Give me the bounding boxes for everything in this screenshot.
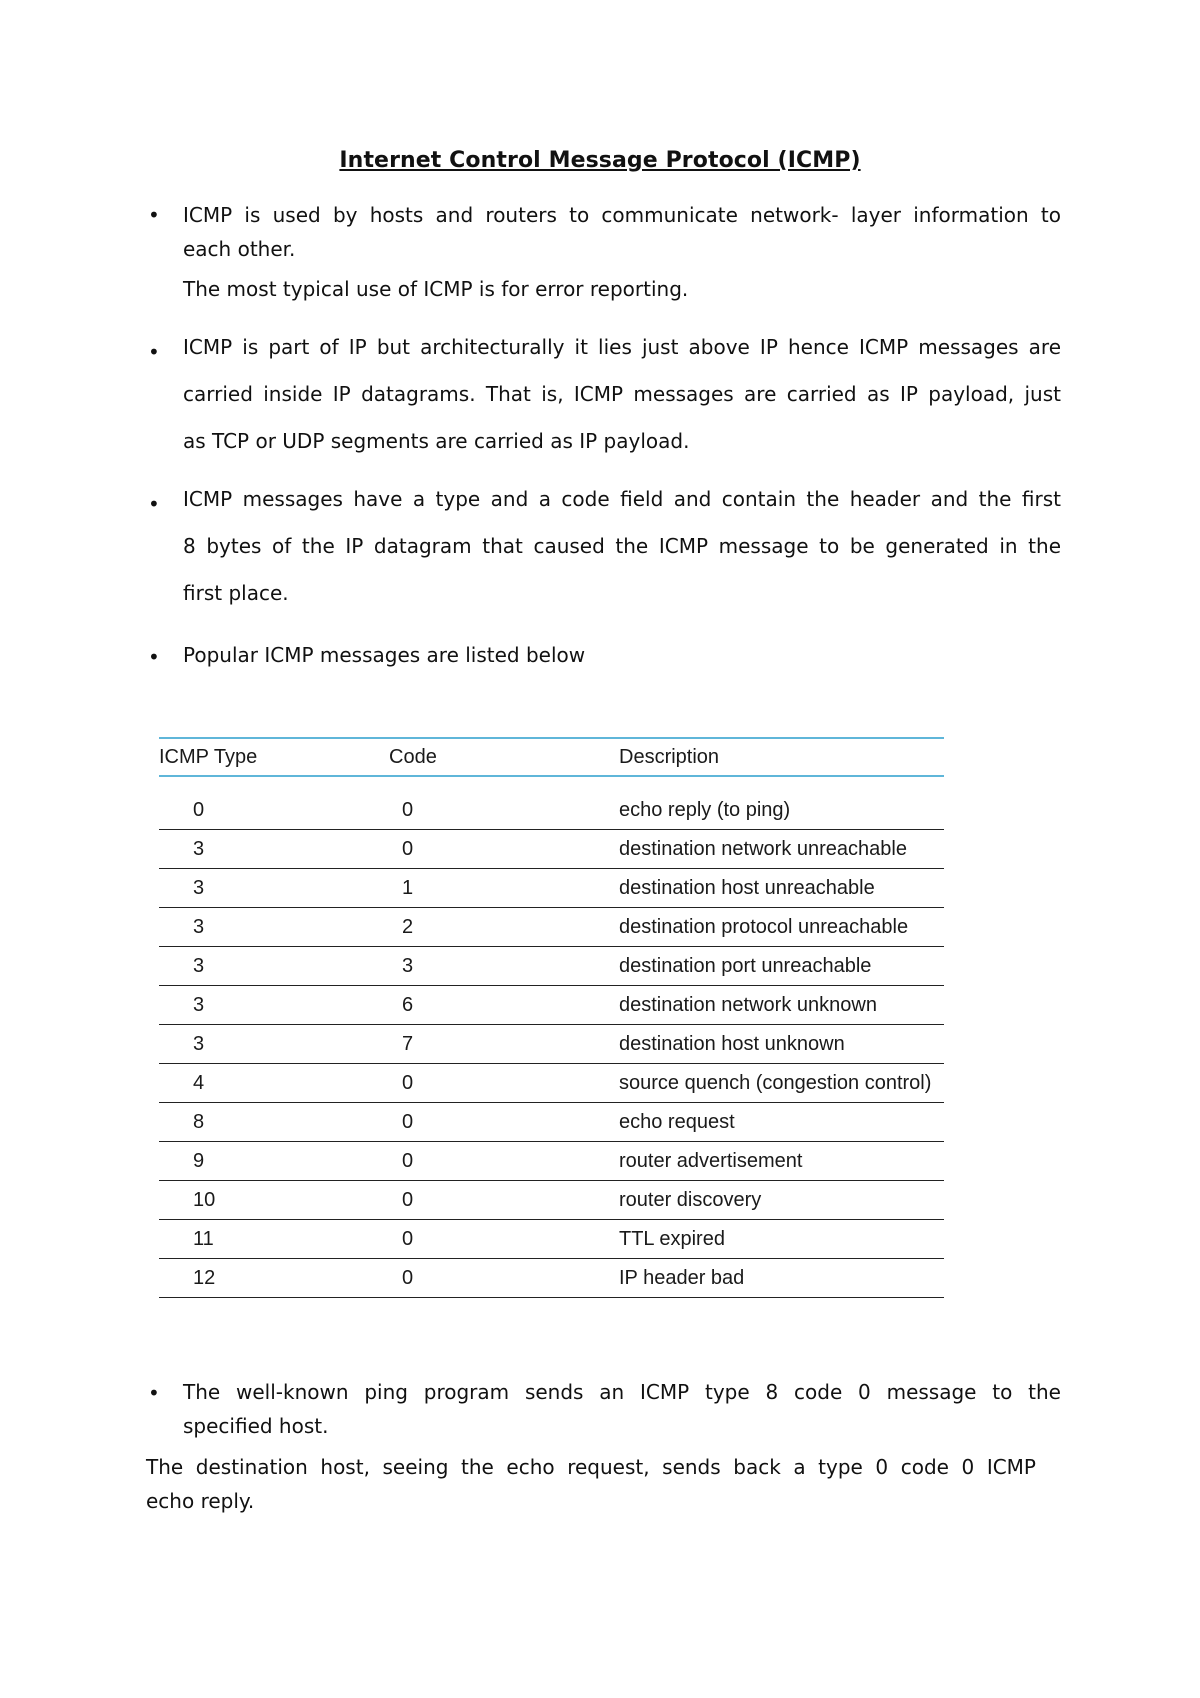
cell-icmp-type: 9 [159,1142,389,1181]
cell-code: 0 [389,791,619,830]
cell-code: 0 [389,1142,619,1181]
cell-code: 7 [389,1025,619,1064]
cell-description: TTL expired [619,1220,944,1259]
bullet-3: • [148,492,160,516]
paragraph-3-line-1: ICMP messages have a type and a code field and contain the header and the first [183,487,1061,511]
page-title: Internet Control Message Protocol (ICMP) [339,148,861,173]
table-row [159,1142,944,1181]
cell-icmp-type: 3 [159,947,389,986]
cell-code: 0 [389,1064,619,1103]
paragraph-4-line-1: Popular ICMP messages are listed below [183,643,586,667]
cell-description: destination network unknown [619,986,944,1025]
table-row [159,947,944,986]
paragraph-6-line-2: echo reply. [146,1489,255,1513]
header-icmp-type: ICMP Type [159,738,389,776]
table-row [159,1259,944,1298]
cell-icmp-type: 0 [159,791,389,830]
cell-description: echo reply (to ping) [619,791,944,830]
cell-code: 3 [389,947,619,986]
cell-code: 2 [389,908,619,947]
cell-description: destination protocol unreachable [619,908,944,947]
paragraph-2-line-2: carried inside IP datagrams. That is, ICMP messages are carried as IP payload, just [183,382,1061,406]
table-row [159,986,944,1025]
header-code: Code [389,738,619,776]
cell-icmp-type: 8 [159,1103,389,1142]
table-row [159,1220,944,1259]
paragraph-3-line-2: 8 bytes of the IP datagram that caused the ICMP message to be generated in the [183,534,1061,558]
paragraph-5-line-2: specified host. [183,1414,329,1438]
paragraph-2-line-3: as TCP or UDP segments are carried as IP payload. [183,429,690,453]
paragraph-2-line-1: ICMP is part of IP but architecturally it lies just above IP hence ICMP messages are [183,335,1061,359]
cell-description: echo request [619,1103,944,1142]
table-row [159,830,944,869]
bullet-1: • [148,203,160,227]
cell-description: destination network unreachable [619,830,944,869]
paragraph-1-line-3: The most typical use of ICMP is for error reporting. [183,277,689,301]
table-header-row [159,738,944,776]
table-body [159,776,944,1298]
paragraph-6 [146,1450,1036,1518]
bullet-2: • [148,340,160,364]
cell-code: 0 [389,1220,619,1259]
cell-description: router discovery [619,1181,944,1220]
paragraph-2 [183,324,1061,465]
cell-code: 0 [389,1181,619,1220]
table-row [159,1103,944,1142]
cell-icmp-type: 3 [159,986,389,1025]
cell-icmp-type: 12 [159,1259,389,1298]
cell-icmp-type: 3 [159,1025,389,1064]
paragraph-4 [183,638,1061,672]
cell-code: 1 [389,869,619,908]
cell-code: 6 [389,986,619,1025]
cell-icmp-type: 10 [159,1181,389,1220]
cell-code: 0 [389,830,619,869]
paragraph-1-line-2: each other. [183,237,296,261]
paragraph-1-line-1: ICMP is used by hosts and routers to communicate network- layer information to [183,203,1061,227]
table-row [159,1064,944,1103]
paragraph-1 [183,198,1061,306]
cell-code: 0 [389,1103,619,1142]
paragraph-5-line-1: The well-known ping program sends an ICMP type 8 code 0 message to the [183,1380,1061,1404]
cell-icmp-type: 3 [159,830,389,869]
table-row [159,1025,944,1064]
header-description: Description [619,738,944,776]
cell-description: destination host unknown [619,1025,944,1064]
icmp-message-table [159,737,944,1298]
bullet-4: • [148,645,160,669]
cell-icmp-type: 4 [159,1064,389,1103]
cell-icmp-type: 3 [159,869,389,908]
bullet-5: • [148,1381,160,1405]
cell-icmp-type: 3 [159,908,389,947]
cell-icmp-type: 11 [159,1220,389,1259]
table-spacer [159,776,944,791]
table-row [159,869,944,908]
paragraph-6-line-1: The destination host, seeing the echo request, sends back a type 0 code 0 ICMP [146,1455,1036,1479]
table-row [159,791,944,830]
paragraph-5 [183,1375,1061,1443]
cell-description: source quench (congestion control) [619,1064,944,1103]
cell-description: IP header bad [619,1259,944,1298]
cell-description: destination host unreachable [619,869,944,908]
table-row [159,908,944,947]
cell-code: 0 [389,1259,619,1298]
paragraph-3 [183,476,1061,617]
cell-description: router advertisement [619,1142,944,1181]
paragraph-3-line-3: first place. [183,581,289,605]
table-row [159,1181,944,1220]
cell-description: destination port unreachable [619,947,944,986]
